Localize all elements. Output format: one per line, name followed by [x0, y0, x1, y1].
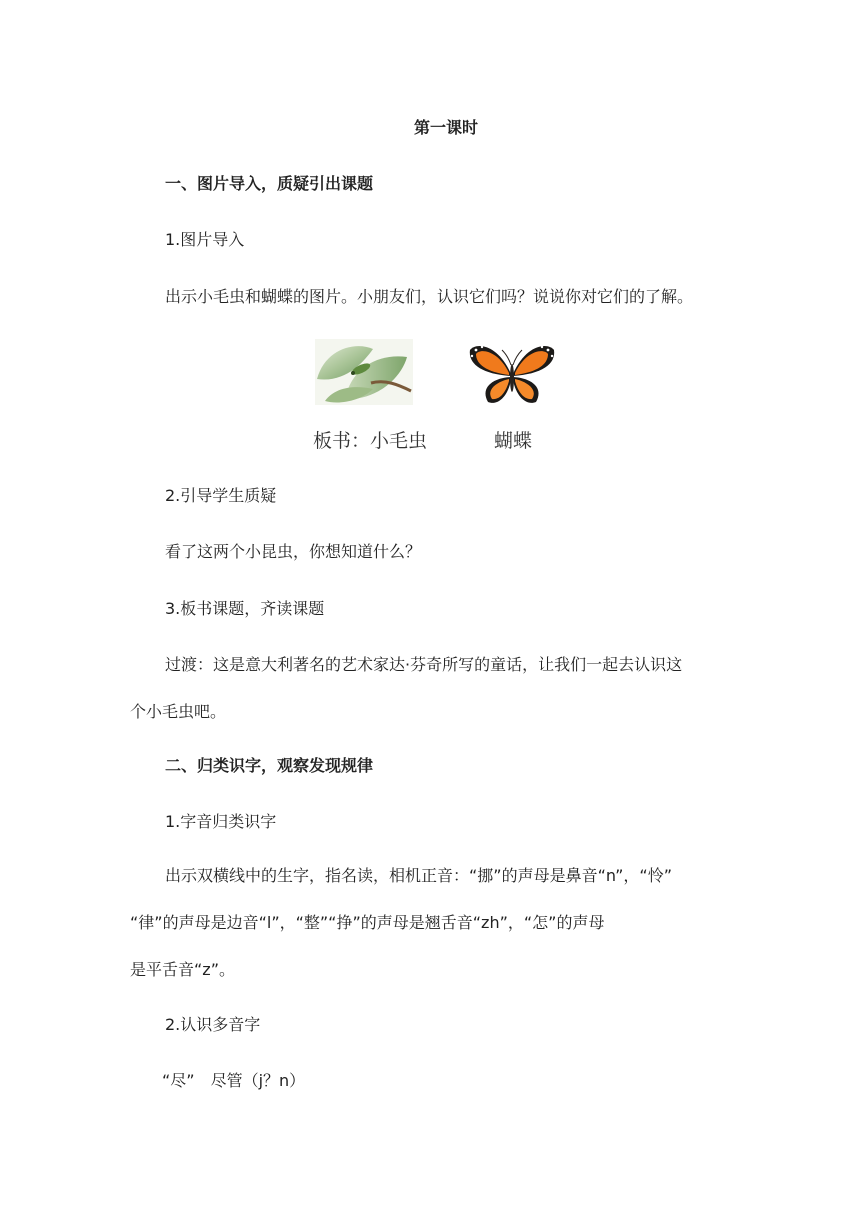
section-heading-1: 一、图片导入，质疑引出课题 [165, 174, 374, 193]
paragraph-pronunciation-line2: “律”的声母是边音“l”，“整”“挣”的声母是翘舌音“zh”，“怎”的声母 [130, 913, 605, 932]
item-write-title: 3.板书课题，齐读课题 [165, 599, 325, 618]
board-writing-caterpillar-caption: 板书：小毛虫 [313, 430, 428, 452]
item-picture-intro: 1.图片导入 [165, 230, 245, 249]
item-guide-questions: 2.引导学生质疑 [165, 486, 277, 505]
paragraph-transition-line1: 过渡：这是意大利著名的艺术家达·芬奇所写的童话，让我们一起去认识这 [165, 655, 683, 674]
paragraph-pronunciation-line3: 是平舌音“z”。 [130, 960, 235, 979]
board-writing-butterfly-caption: 蝴蝶 [494, 430, 533, 452]
item-polyphonic-characters: 2.认识多音字 [165, 1015, 261, 1034]
polyphonic-example-line: “尽” 尽管（j？n） [162, 1071, 306, 1090]
paragraph-what-to-know: 看了这两个小昆虫，你想知道什么？ [165, 542, 422, 561]
lesson-title: 第一课时 [413, 118, 478, 137]
paragraph-show-pictures: 出示小毛虫和蝴蝶的图片。小朋友们，认识它们吗？说说你对它们的了解。 [165, 287, 694, 306]
paragraph-transition-line2: 个小毛虫吧。 [130, 702, 227, 721]
caterpillar-on-leaf-image [315, 339, 413, 405]
section-heading-2: 二、归类识字，观察发现规律 [165, 756, 374, 775]
item-sound-grouping: 1.字音归类识字 [165, 812, 277, 831]
paragraph-pronunciation-line1: 出示双横线中的生字，指名读，相机正音：“挪”的声母是鼻音“n”，“怜” [165, 866, 673, 885]
butterfly-image [468, 340, 556, 408]
